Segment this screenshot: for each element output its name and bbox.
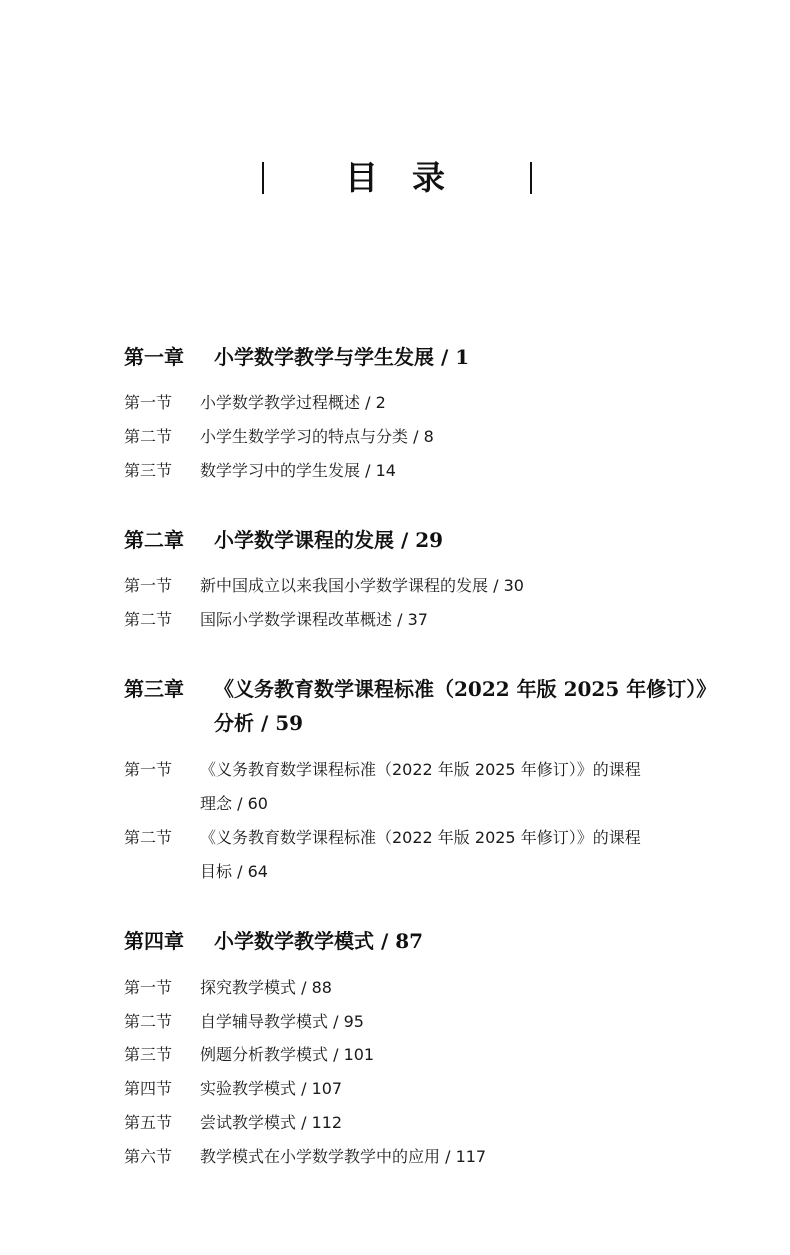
chapter-1[interactable] xyxy=(124,340,744,374)
section-number: 第一节 xyxy=(124,760,173,779)
section-title: 例题分析教学模式 / 101 xyxy=(200,1045,375,1064)
section-title: 教学模式在小学数学教学中的应用 / 117 xyxy=(200,1147,487,1166)
heading-right-bar xyxy=(530,162,532,194)
chapter-4[interactable] xyxy=(124,924,744,958)
chapter-1-section-3[interactable] xyxy=(124,454,744,488)
section-number: 第一节 xyxy=(124,978,173,997)
chapter-4-section-6[interactable] xyxy=(124,1140,744,1174)
section-number: 第三节 xyxy=(124,461,173,480)
section-number: 第二节 xyxy=(124,427,173,446)
chapter-3[interactable] xyxy=(124,672,744,740)
chapter-number: 第一章 xyxy=(124,345,184,369)
chapter-title: 小学数学课程的发展 / 29 xyxy=(214,528,444,552)
chapter-4-section-5[interactable] xyxy=(124,1106,744,1140)
chapter-number: 第四章 xyxy=(124,929,184,953)
section-title: 国际小学数学课程改革概述 / 37 xyxy=(200,610,428,629)
chapter-1-section-2[interactable] xyxy=(124,420,744,454)
section-title: 探究教学模式 / 88 xyxy=(200,978,332,997)
section-title: 《义务教育数学课程标准（2022 年版 2025 年修订）》的课程 xyxy=(200,760,641,779)
section-number: 第二节 xyxy=(124,610,173,629)
chapter-4-section-3[interactable] xyxy=(124,1038,744,1072)
chapter-4-section-1[interactable] xyxy=(124,971,744,1005)
section-title: 小学数学教学过程概述 / 2 xyxy=(200,393,386,412)
toc-heading xyxy=(0,152,790,204)
chapter-4-section-4[interactable] xyxy=(124,1072,744,1106)
chapter-2-section-2[interactable] xyxy=(124,603,744,637)
chapter-number: 第三章 xyxy=(124,677,184,701)
chapter-3-section-1[interactable] xyxy=(124,753,744,821)
chapter-title: 《义务教育数学课程标准（2022 年版 2025 年修订）》 xyxy=(214,677,717,701)
chapter-title: 小学数学教学与学生发展 / 1 xyxy=(214,345,470,369)
chapter-1-section-1[interactable] xyxy=(124,386,744,420)
section-title-continuation: 目标 / 64 xyxy=(200,862,268,881)
section-title: 自学辅导教学模式 / 95 xyxy=(200,1012,364,1031)
section-number: 第二节 xyxy=(124,1012,173,1031)
section-title: 实验教学模式 / 107 xyxy=(200,1079,343,1098)
chapter-title-continuation: 分析 / 59 xyxy=(214,711,304,735)
chapter-3-section-2[interactable] xyxy=(124,821,744,889)
section-title: 小学生数学学习的特点与分类 / 8 xyxy=(200,427,434,446)
toc-heading-text: 目录 xyxy=(345,158,479,197)
section-number: 第二节 xyxy=(124,828,173,847)
section-title: 新中国成立以来我国小学数学课程的发展 / 30 xyxy=(200,576,524,595)
section-number: 第五节 xyxy=(124,1113,173,1132)
section-title: 数学学习中的学生发展 / 14 xyxy=(200,461,396,480)
section-title: 《义务教育数学课程标准（2022 年版 2025 年修订）》的课程 xyxy=(200,828,641,847)
section-number: 第一节 xyxy=(124,393,173,412)
chapter-4-section-2[interactable] xyxy=(124,1005,744,1039)
section-number: 第六节 xyxy=(124,1147,173,1166)
section-number: 第三节 xyxy=(124,1045,173,1064)
chapter-2-section-1[interactable] xyxy=(124,569,744,603)
chapter-2[interactable] xyxy=(124,523,744,557)
section-number: 第四节 xyxy=(124,1079,173,1098)
section-title-continuation: 理念 / 60 xyxy=(200,794,268,813)
section-title: 尝试教学模式 / 112 xyxy=(200,1113,343,1132)
section-number: 第一节 xyxy=(124,576,173,595)
chapter-title: 小学数学教学模式 / 87 xyxy=(214,929,424,953)
chapter-number: 第二章 xyxy=(124,528,184,552)
